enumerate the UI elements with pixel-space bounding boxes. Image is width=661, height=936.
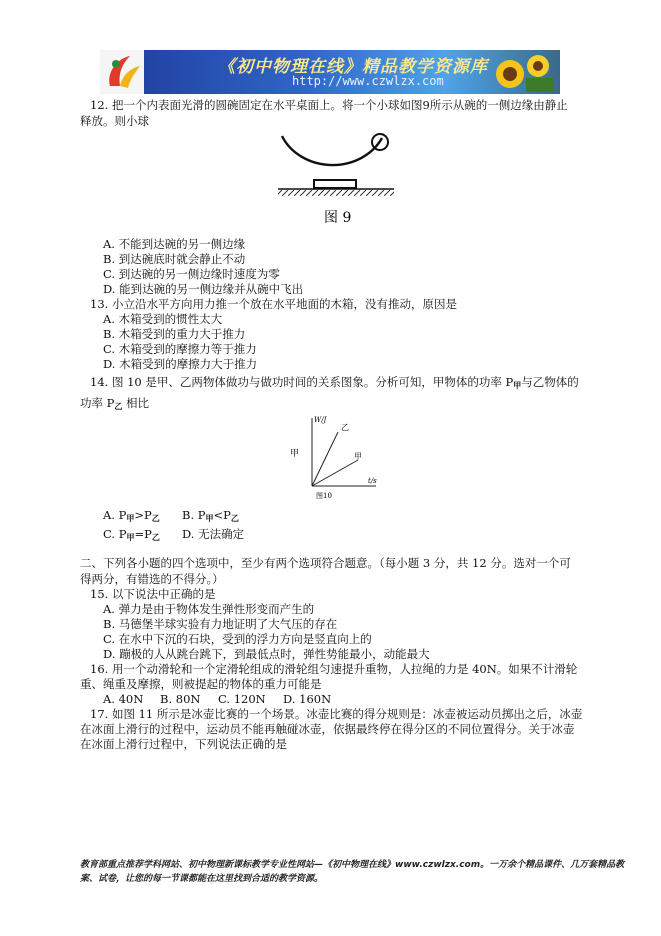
bowl-outline	[282, 136, 382, 165]
section2-heading-line2: 得两分，有错选的不得分。）	[80, 572, 224, 586]
q16-option-b[interactable]: B. 80N	[160, 692, 201, 706]
q15-option-b[interactable]: B. 马德堡半球实验有力地证明了大气压的存在	[103, 617, 338, 631]
section2-heading-line1: 二、下列各小题的四个选项中，至少有两个选项符合题意。（每小题 3 分，共 12 分。选对一个可	[80, 556, 571, 570]
q16-stem-line2: 重、绳重及摩擦，则被提起的物体的重力可能是	[80, 677, 322, 691]
q15-option-d[interactable]: D. 蹦极的人从跳台跳下，到最低点时，弹性势能最小，动能最大	[103, 647, 430, 661]
header-banner	[100, 50, 560, 94]
page-footer: 教育部重点推荐学科网站、初中物理新课标教学专业性网站—《初中物理在线》www.czwlzx.com。一万余个精品课件、几万套精品教案、试卷，让您的每一节课都能在这里找到合适的教学资源。	[80, 860, 625, 884]
q17-stem-line1: 17. 如图 11 所示是冰壶比赛的一个场景。冰壶比赛的得分规则是：冰壶被运动员掷出之后，冰壶	[90, 707, 583, 721]
line-label-jia: 甲	[354, 452, 362, 461]
q12-stem-line2: 释放。则小球	[80, 114, 149, 128]
q12-stem-line1: 12. 把一个内表面光滑的圆碗固定在水平桌面上。将一个小球如图9所示从碗的一侧边缘由静止	[90, 98, 568, 112]
q13-option-a[interactable]: A. 木箱受到的惯性太大	[103, 312, 223, 326]
q15-option-a[interactable]: A. 弹力是由于物体发生弹性形变而产生的	[103, 602, 315, 616]
work-time-graph	[290, 412, 380, 500]
line-label-yi: 乙	[341, 423, 349, 432]
fig9-caption: 图 9	[324, 210, 352, 226]
bowl-base	[314, 180, 356, 188]
fig10-caption: 图10	[316, 492, 332, 500]
q14-option-d[interactable]: D. 无法确定	[182, 527, 245, 541]
q13-option-d[interactable]: D. 木箱受到的摩擦力大于推力	[103, 357, 258, 371]
q16-option-c[interactable]: C. 120N	[218, 692, 266, 706]
q12-option-a[interactable]: A. 不能到达碗的另一侧边缘	[103, 237, 246, 251]
q12-option-b[interactable]: B. 到达碗底时就会静止不动	[103, 252, 246, 266]
q14-option-a[interactable]: A. $P_甲>P_乙$	[103, 508, 160, 523]
q17-stem-line2: 在冰面上滑行的过程中，运动员不能再触碰冰壶，依据最终停在得分区的不同位置得分。关于冰壶	[80, 722, 575, 736]
x-axis-label: t/s	[368, 477, 377, 485]
q15-option-c[interactable]: C. 在水中下沉的石块，受到的浮力方向是竖直向上的	[103, 632, 372, 646]
sunflower-image	[492, 52, 554, 92]
q13-option-b[interactable]: B. 木箱受到的重力大于推力	[103, 327, 246, 341]
banner-title: 《初中物理在线》精品教学资源库	[218, 57, 488, 77]
q14-option-b[interactable]: B. $P_甲<P_乙$	[182, 508, 239, 523]
q13-stem: 13. 小立沿水平方向用力推一个放在水平地面的木箱，没有推动，原因是	[90, 297, 457, 311]
q14-option-c[interactable]: C. $P_甲=P_乙$	[103, 527, 160, 542]
q16-stem-line1: 16. 用一个动滑轮和一个定滑轮组成的滑轮组匀速提升重物，人拉绳的力是 40N。如果不计滑轮	[90, 662, 578, 676]
q16-option-d[interactable]: D. 160N	[283, 692, 332, 706]
q15-stem: 15. 以下说法中正确的是	[90, 587, 216, 601]
q13-option-c[interactable]: C. 木箱受到的摩擦力等于推力	[103, 342, 257, 356]
q12-option-d[interactable]: D. 能到达碗的另一侧边缘并从碗中飞出	[103, 282, 304, 296]
site-logo	[100, 50, 144, 94]
line-jia	[312, 460, 358, 486]
y-axis-label: W/J	[314, 416, 327, 424]
graph-side-label: 甲	[290, 449, 300, 459]
q12-option-c[interactable]: C. 到达碗的另一侧边缘时速度为零	[103, 267, 280, 281]
q17-stem-line3: 在冰面上滑行过程中，下列说法正确的是	[80, 737, 287, 751]
q16-option-a[interactable]: A. 40N	[103, 692, 144, 706]
line-yi	[312, 432, 338, 486]
table-hatch	[278, 189, 394, 196]
q14-stem-line2: 功率 $P_乙$ 相比	[80, 396, 150, 411]
bowl-figure	[270, 130, 400, 228]
q14-stem-line1: 14. 图 10 是甲、乙两物体做功与做功时间的关系图象。分析可知，甲物体的功率 $P_甲$与乙物体的	[90, 375, 579, 390]
banner-url: http://www.czwlzx.com	[292, 74, 444, 88]
